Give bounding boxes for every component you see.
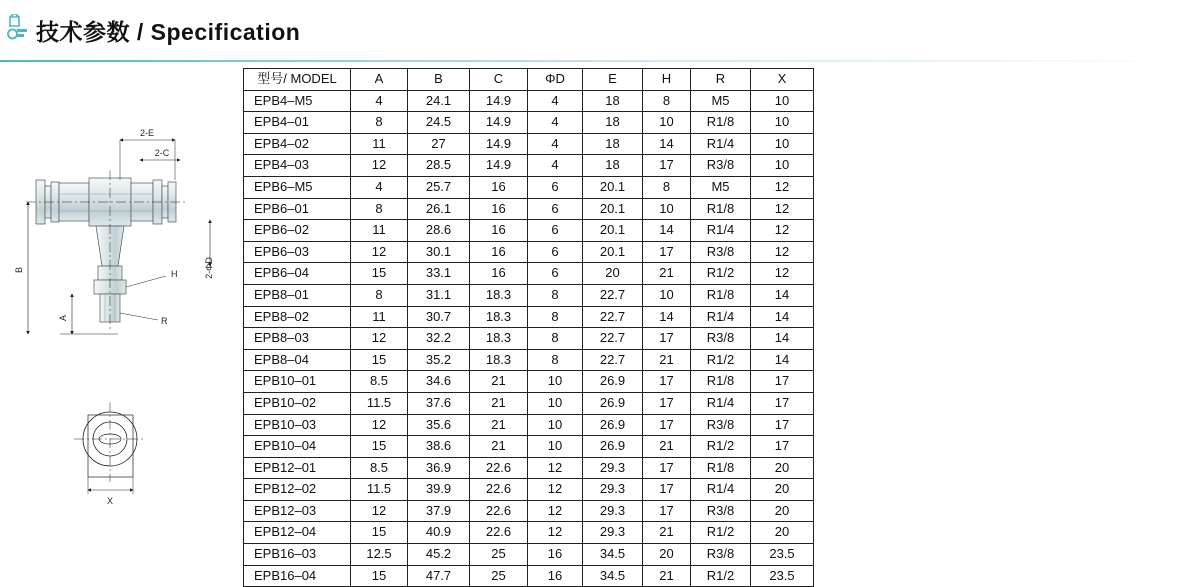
cell-model: EPB6–04 (244, 263, 351, 285)
table-row (244, 371, 814, 393)
cell-model: EPB10–03 (244, 414, 351, 436)
cell-value: R1/2 (691, 349, 751, 371)
cell-value: R1/4 (691, 220, 751, 242)
table-row (244, 155, 814, 177)
cell-value: 8 (351, 284, 408, 306)
cell-value: 26.9 (583, 392, 643, 414)
cell-model: EPB8–03 (244, 328, 351, 350)
logo-mark-icon (6, 14, 32, 44)
cell-value: R3/8 (691, 328, 751, 350)
page-title: 技术参数 / Specification (36, 19, 301, 45)
cell-value: 11 (351, 220, 408, 242)
cell-value: 20 (751, 479, 814, 501)
cell-value: 37.9 (408, 500, 470, 522)
cell-value: 10 (751, 133, 814, 155)
table-row (244, 220, 814, 242)
cell-value: 22.7 (583, 349, 643, 371)
cell-value: 14.9 (470, 112, 528, 134)
column-header-b: B (408, 69, 470, 91)
column-header-r: R (691, 69, 751, 91)
cell-value: 17 (643, 241, 691, 263)
cell-value: 18 (583, 133, 643, 155)
cell-value: 8 (643, 176, 691, 198)
cell-value: 29.3 (583, 457, 643, 479)
cell-model: EPB6–01 (244, 198, 351, 220)
cell-model: EPB4–01 (244, 112, 351, 134)
cell-value: 20.1 (583, 241, 643, 263)
cell-value: 26.1 (408, 198, 470, 220)
table-body (244, 90, 814, 587)
table-row (244, 263, 814, 285)
cell-value: 12 (751, 263, 814, 285)
cell-value: 10 (751, 112, 814, 134)
cell-value: 17 (751, 436, 814, 458)
cell-value: 4 (528, 155, 583, 177)
cell-value: 34.6 (408, 371, 470, 393)
cell-value: 4 (351, 176, 408, 198)
cell-value: 17 (643, 479, 691, 501)
cell-value: 12 (351, 241, 408, 263)
table-row (244, 306, 814, 328)
cell-value: 17 (643, 500, 691, 522)
cell-value: 8 (528, 306, 583, 328)
cell-value: 16 (470, 241, 528, 263)
cell-value: 10 (643, 112, 691, 134)
table-row (244, 500, 814, 522)
cell-value: 12 (751, 241, 814, 263)
cell-value: 29.3 (583, 479, 643, 501)
cell-value: 21 (470, 414, 528, 436)
cell-value: 14.9 (470, 155, 528, 177)
cell-value: 12 (528, 500, 583, 522)
dim-label-h: H (171, 269, 178, 279)
cell-value: 26.9 (583, 414, 643, 436)
cell-value: 18.3 (470, 328, 528, 350)
cell-value: 28.5 (408, 155, 470, 177)
cell-value: 22.6 (470, 479, 528, 501)
cell-value: R3/8 (691, 155, 751, 177)
cell-value: R3/8 (691, 500, 751, 522)
header-divider (0, 60, 1187, 62)
cell-value: 12 (751, 176, 814, 198)
dim-label-2c: 2-C (154, 148, 170, 158)
cell-value: 25 (470, 565, 528, 587)
cell-value: R3/8 (691, 544, 751, 566)
cell-value: R1/4 (691, 133, 751, 155)
cell-value: 12 (351, 328, 408, 350)
cell-value: 10 (528, 436, 583, 458)
cell-value: R1/8 (691, 198, 751, 220)
cell-value: 16 (470, 263, 528, 285)
cell-value: 37.6 (408, 392, 470, 414)
cell-value: 20.1 (583, 176, 643, 198)
cell-value: R1/8 (691, 457, 751, 479)
column-header-a: A (351, 69, 408, 91)
cell-value: 10 (751, 90, 814, 112)
cell-value: 17 (751, 392, 814, 414)
cell-model: EPB12–02 (244, 479, 351, 501)
cell-value: 11.5 (351, 392, 408, 414)
cell-value: 8 (351, 198, 408, 220)
cell-value: 14.9 (470, 90, 528, 112)
cell-model: EPB10–01 (244, 371, 351, 393)
cell-value: 10 (528, 371, 583, 393)
cell-model: EPB12–04 (244, 522, 351, 544)
cell-value: 21 (470, 392, 528, 414)
table-row (244, 112, 814, 134)
cell-value: 30.7 (408, 306, 470, 328)
cell-value: R1/4 (691, 392, 751, 414)
cell-value: 18.3 (470, 349, 528, 371)
cell-value: M5 (691, 90, 751, 112)
table-row (244, 284, 814, 306)
specification-table (243, 68, 814, 587)
cell-value: 20 (751, 500, 814, 522)
cell-value: 22.7 (583, 328, 643, 350)
cell-value: 17 (643, 328, 691, 350)
cell-value: 21 (470, 436, 528, 458)
table-row (244, 544, 814, 566)
cell-value: 35.2 (408, 349, 470, 371)
cell-value: 8.5 (351, 371, 408, 393)
cell-value: 36.9 (408, 457, 470, 479)
column-header-x: X (751, 69, 814, 91)
cell-value: 27 (408, 133, 470, 155)
column-header-h: H (643, 69, 691, 91)
cell-value: 14 (643, 133, 691, 155)
cell-value: 8 (528, 328, 583, 350)
cell-value: 10 (751, 155, 814, 177)
cell-model: EPB16–04 (244, 565, 351, 587)
table-header (244, 69, 814, 91)
cell-value: 8 (528, 284, 583, 306)
cell-value: 34.5 (583, 544, 643, 566)
table-row (244, 414, 814, 436)
cell-value: 17 (751, 371, 814, 393)
cell-value: R1/4 (691, 306, 751, 328)
cell-value: R1/8 (691, 284, 751, 306)
cell-value: 30.1 (408, 241, 470, 263)
cell-value: 17 (643, 414, 691, 436)
cell-value: 8 (528, 349, 583, 371)
table-row (244, 198, 814, 220)
cell-value: 31.1 (408, 284, 470, 306)
dim-label-2e: 2-E (139, 128, 155, 138)
cell-value: 18.3 (470, 306, 528, 328)
cell-value: 6 (528, 198, 583, 220)
cell-value: 24.1 (408, 90, 470, 112)
cell-model: EPB8–04 (244, 349, 351, 371)
dim-label-2phid: 2-ΦD (204, 257, 214, 279)
cell-value: 14 (751, 328, 814, 350)
cell-value: 12 (351, 155, 408, 177)
cell-value: 18 (583, 155, 643, 177)
table-row (244, 436, 814, 458)
cell-value: 16 (528, 565, 583, 587)
table-row (244, 241, 814, 263)
dim-label-r: R (161, 316, 168, 326)
elbow-fitting-dimension-drawing (0, 70, 243, 570)
cell-value: 29.3 (583, 522, 643, 544)
cell-value: 22.7 (583, 306, 643, 328)
cell-value: 21 (470, 371, 528, 393)
cell-value: 15 (351, 436, 408, 458)
cell-value: 25.7 (408, 176, 470, 198)
cell-value: 12 (351, 414, 408, 436)
table-header-row (244, 69, 814, 91)
cell-value: R1/2 (691, 565, 751, 587)
table-row (244, 133, 814, 155)
cell-value: 11 (351, 306, 408, 328)
cell-value: 21 (643, 436, 691, 458)
cell-value: 17 (643, 392, 691, 414)
cell-value: 15 (351, 349, 408, 371)
cell-value: R1/8 (691, 112, 751, 134)
table-row (244, 522, 814, 544)
cell-value: 22.7 (583, 284, 643, 306)
table-row (244, 349, 814, 371)
cell-value: 12.5 (351, 544, 408, 566)
cell-value: R1/4 (691, 479, 751, 501)
cell-value: 40.9 (408, 522, 470, 544)
cell-value: M5 (691, 176, 751, 198)
cell-value: 21 (643, 349, 691, 371)
cell-value: 6 (528, 220, 583, 242)
cell-value: R1/8 (691, 371, 751, 393)
table-row (244, 90, 814, 112)
cell-value: 15 (351, 263, 408, 285)
cell-value: 16 (470, 198, 528, 220)
cell-value: 12 (528, 479, 583, 501)
cell-value: 14 (643, 306, 691, 328)
cell-value: 8 (643, 90, 691, 112)
cell-value: 47.7 (408, 565, 470, 587)
cell-value: 34.5 (583, 565, 643, 587)
cell-model: EPB10–04 (244, 436, 351, 458)
dim-label-x: X (106, 496, 114, 506)
cell-value: 16 (528, 544, 583, 566)
cell-model: EPB4–M5 (244, 90, 351, 112)
cell-value: 20 (643, 544, 691, 566)
cell-value: 20.1 (583, 198, 643, 220)
cell-value: 14.9 (470, 133, 528, 155)
cell-value: 28.6 (408, 220, 470, 242)
cell-value: 17 (643, 371, 691, 393)
cell-value: 20 (583, 263, 643, 285)
specification-table-container (243, 68, 813, 587)
cell-value: 22.6 (470, 522, 528, 544)
column-header-c: C (470, 69, 528, 91)
cell-model: EPB6–02 (244, 220, 351, 242)
cell-model: EPB4–02 (244, 133, 351, 155)
cell-value: 15 (351, 522, 408, 544)
cell-value: 14 (751, 306, 814, 328)
column-header-phid: ΦD (528, 69, 583, 91)
cell-value: 4 (528, 133, 583, 155)
cell-value: 23.5 (751, 565, 814, 587)
cell-value: 18 (583, 112, 643, 134)
page-header (0, 0, 1187, 62)
cell-model: EPB6–03 (244, 241, 351, 263)
cell-model: EPB8–02 (244, 306, 351, 328)
cell-value: R1/2 (691, 522, 751, 544)
column-header-e: E (583, 69, 643, 91)
cell-value: 21 (643, 263, 691, 285)
dim-label-b: B (14, 266, 24, 274)
cell-model: EPB12–01 (244, 457, 351, 479)
cell-value: 12 (751, 220, 814, 242)
cell-value: 4 (528, 112, 583, 134)
cell-value: 20.1 (583, 220, 643, 242)
cell-value: R1/2 (691, 263, 751, 285)
cell-model: EPB4–03 (244, 155, 351, 177)
table-row (244, 392, 814, 414)
cell-model: EPB6–M5 (244, 176, 351, 198)
cell-value: 6 (528, 241, 583, 263)
table-row (244, 176, 814, 198)
cell-value: R3/8 (691, 414, 751, 436)
cell-value: 8.5 (351, 457, 408, 479)
cell-value: R1/2 (691, 436, 751, 458)
cell-value: 20 (751, 457, 814, 479)
table-row (244, 457, 814, 479)
cell-model: EPB12–03 (244, 500, 351, 522)
cell-value: 4 (528, 90, 583, 112)
cell-value: 25 (470, 544, 528, 566)
cell-value: 14 (751, 349, 814, 371)
cell-value: 39.9 (408, 479, 470, 501)
cell-value: 6 (528, 263, 583, 285)
cell-value: 6 (528, 176, 583, 198)
cell-value: 20 (751, 522, 814, 544)
cell-value: 22.6 (470, 500, 528, 522)
cell-value: 8 (351, 112, 408, 134)
cell-value: 10 (528, 414, 583, 436)
cell-value: 45.2 (408, 544, 470, 566)
cell-value: 18 (583, 90, 643, 112)
dim-label-a: A (58, 314, 68, 322)
cell-value: 29.3 (583, 500, 643, 522)
cell-value: 35.6 (408, 414, 470, 436)
cell-value: R3/8 (691, 241, 751, 263)
cell-value: 33.1 (408, 263, 470, 285)
cell-value: 38.6 (408, 436, 470, 458)
table-row (244, 565, 814, 587)
cell-value: 4 (351, 90, 408, 112)
cell-value: 21 (643, 522, 691, 544)
cell-value: 10 (643, 284, 691, 306)
cell-value: 16 (470, 176, 528, 198)
column-header-model: 型号/ MODEL (244, 69, 351, 91)
cell-value: 32.2 (408, 328, 470, 350)
cell-model: EPB8–01 (244, 284, 351, 306)
cell-value: 17 (643, 155, 691, 177)
cell-value: 12 (351, 500, 408, 522)
cell-value: 15 (351, 565, 408, 587)
cell-model: EPB10–02 (244, 392, 351, 414)
cell-value: 11.5 (351, 479, 408, 501)
cell-value: 10 (528, 392, 583, 414)
cell-value: 18.3 (470, 284, 528, 306)
cell-value: 12 (751, 198, 814, 220)
cell-value: 12 (528, 522, 583, 544)
cell-value: 10 (643, 198, 691, 220)
cell-value: 26.9 (583, 371, 643, 393)
table-row (244, 479, 814, 501)
cell-value: 26.9 (583, 436, 643, 458)
cell-value: 22.6 (470, 457, 528, 479)
table-row (244, 328, 814, 350)
cell-value: 24.5 (408, 112, 470, 134)
cell-value: 14 (751, 284, 814, 306)
cell-value: 17 (643, 457, 691, 479)
cell-model: EPB16–03 (244, 544, 351, 566)
cell-value: 21 (643, 565, 691, 587)
cell-value: 16 (470, 220, 528, 242)
cell-value: 17 (751, 414, 814, 436)
cell-value: 11 (351, 133, 408, 155)
cell-value: 23.5 (751, 544, 814, 566)
cell-value: 12 (528, 457, 583, 479)
cell-value: 14 (643, 220, 691, 242)
